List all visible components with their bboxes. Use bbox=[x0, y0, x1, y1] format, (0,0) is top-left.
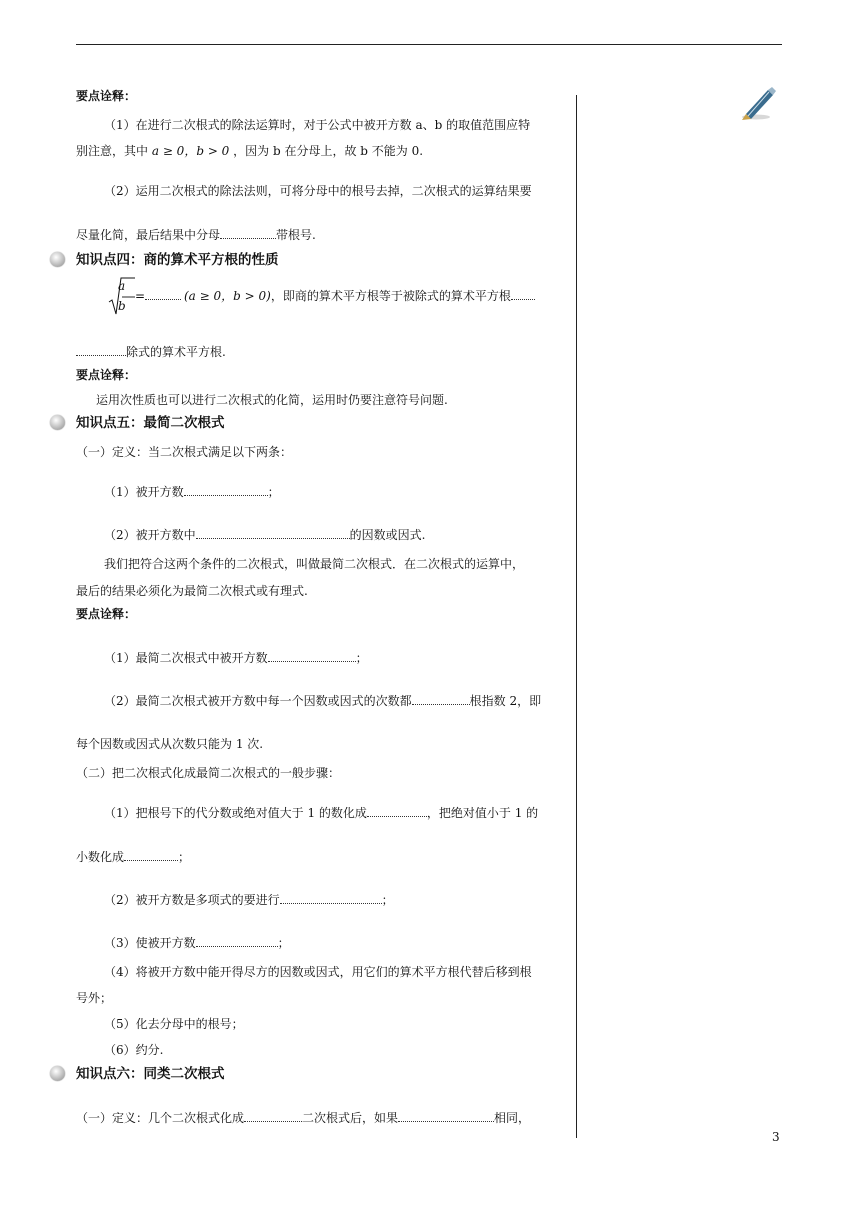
fill-blank[interactable] bbox=[367, 805, 427, 817]
formula-numerator: a bbox=[118, 279, 126, 293]
kp4-text-line2: 除式的算术平方根. bbox=[76, 344, 226, 360]
step3: （3）使被开方数 ； bbox=[104, 936, 290, 950]
step1-line2: 小数化成 ； bbox=[76, 850, 191, 864]
kp5-item1: （1）被开方数 ； bbox=[104, 485, 280, 499]
page-number: 3 bbox=[772, 1130, 780, 1144]
kp5-para-line1: 我们把符合这两个条件的二次根式，叫做最简二次根式．在二次根式的运算中， bbox=[104, 557, 525, 571]
kp4-text-line1: (a ≥ 0，b > 0)，即商的算术平方根等于被除式的算术平方根 bbox=[184, 288, 535, 304]
step1-line1: （1）把根号下的代分数或绝对值大于 1 的数化成 ，把绝对值小于 1 的 bbox=[104, 806, 539, 820]
kp5-item2: （2）被开方数中 的因数或因式. bbox=[104, 528, 426, 542]
note3-item1: （1）最简二次根式中被开方数 ； bbox=[104, 651, 368, 665]
note2-title: 要点诠释： bbox=[76, 368, 137, 382]
step4-line1: （4）将被开方数中能开得尽方的因数或因式，用它们的算术平方根代替后移到根 bbox=[104, 965, 532, 979]
step6: （6）约分. bbox=[104, 1043, 164, 1057]
fill-blank[interactable] bbox=[268, 650, 356, 662]
fill-blank[interactable] bbox=[398, 1110, 494, 1122]
kp6-definition: （一）定义：几个二次根式化成 二次根式后，如果 相同， bbox=[76, 1111, 531, 1125]
note3-title: 要点诠释： bbox=[76, 607, 137, 621]
fill-blank[interactable] bbox=[76, 344, 126, 356]
step4-line2: 号外； bbox=[76, 991, 113, 1005]
fill-blank[interactable] bbox=[196, 935, 278, 947]
note1-item2-line2: 尽量化简，最后结果中分母 带根号. bbox=[76, 228, 316, 242]
margin-rule bbox=[576, 95, 577, 1138]
kp5-para-line2: 最后的结果必须化为最简二次根式或有理式. bbox=[76, 584, 308, 598]
fill-blank[interactable] bbox=[280, 892, 382, 904]
fill-blank[interactable] bbox=[145, 288, 181, 300]
note2-text: 运用次性质也可以进行二次根式的化简，运用时仍要注意符号问题. bbox=[96, 393, 448, 407]
note1-title: 要点诠释： bbox=[76, 89, 137, 103]
fill-blank[interactable] bbox=[124, 849, 178, 861]
note3-item2-line2: 每个因数或因式从次数只能为 1 次. bbox=[76, 737, 264, 751]
note1-item1-line2: 别注意，其中 a ≥ 0，b > 0 ，因为 b 在分母上，故 b 不能为 0. bbox=[76, 144, 424, 158]
note3-item2: （2）最简二次根式被开方数中每一个因数或因式的次数都 根指数 2，即 bbox=[104, 694, 542, 708]
kp5-definition: （一）定义：当二次根式满足以下两条： bbox=[76, 445, 293, 459]
header-rule bbox=[76, 44, 782, 45]
kp6-heading: 知识点六：同类二次根式 bbox=[76, 1066, 225, 1082]
steps-title: （二）把二次根式化成最简二次根式的一般步骤： bbox=[76, 766, 341, 780]
section-bullet-icon bbox=[50, 252, 65, 267]
step2: （2）被开方数是多项式的要进行 ； bbox=[104, 893, 394, 907]
formula-equals: = bbox=[135, 288, 181, 304]
condition-math: a ≥ 0，b > 0 bbox=[151, 144, 230, 158]
fill-blank[interactable] bbox=[220, 227, 276, 239]
section-bullet-icon bbox=[50, 1066, 65, 1081]
fill-blank[interactable] bbox=[511, 288, 535, 300]
kp4-heading: 知识点四：商的算术平方根的性质 bbox=[76, 252, 279, 268]
note1-item1-line1: （1）在进行二次根式的除法运算时，对于公式中被开方数 a、b 的取值范围应特 bbox=[104, 118, 531, 132]
formula-denominator: b bbox=[118, 299, 126, 313]
fill-blank[interactable] bbox=[244, 1110, 302, 1122]
pen-icon bbox=[738, 86, 778, 122]
section-bullet-icon bbox=[50, 415, 65, 430]
note1-item2-line1: （2）运用二次根式的除法法则，可将分母中的根号去掉，二次根式的运算结果要 bbox=[104, 184, 532, 198]
kp5-heading: 知识点五：最简二次根式 bbox=[76, 415, 225, 431]
fill-blank[interactable] bbox=[184, 484, 268, 496]
fill-blank[interactable] bbox=[196, 527, 350, 539]
fill-blank[interactable] bbox=[412, 693, 470, 705]
step5: （5）化去分母中的根号； bbox=[104, 1017, 244, 1031]
